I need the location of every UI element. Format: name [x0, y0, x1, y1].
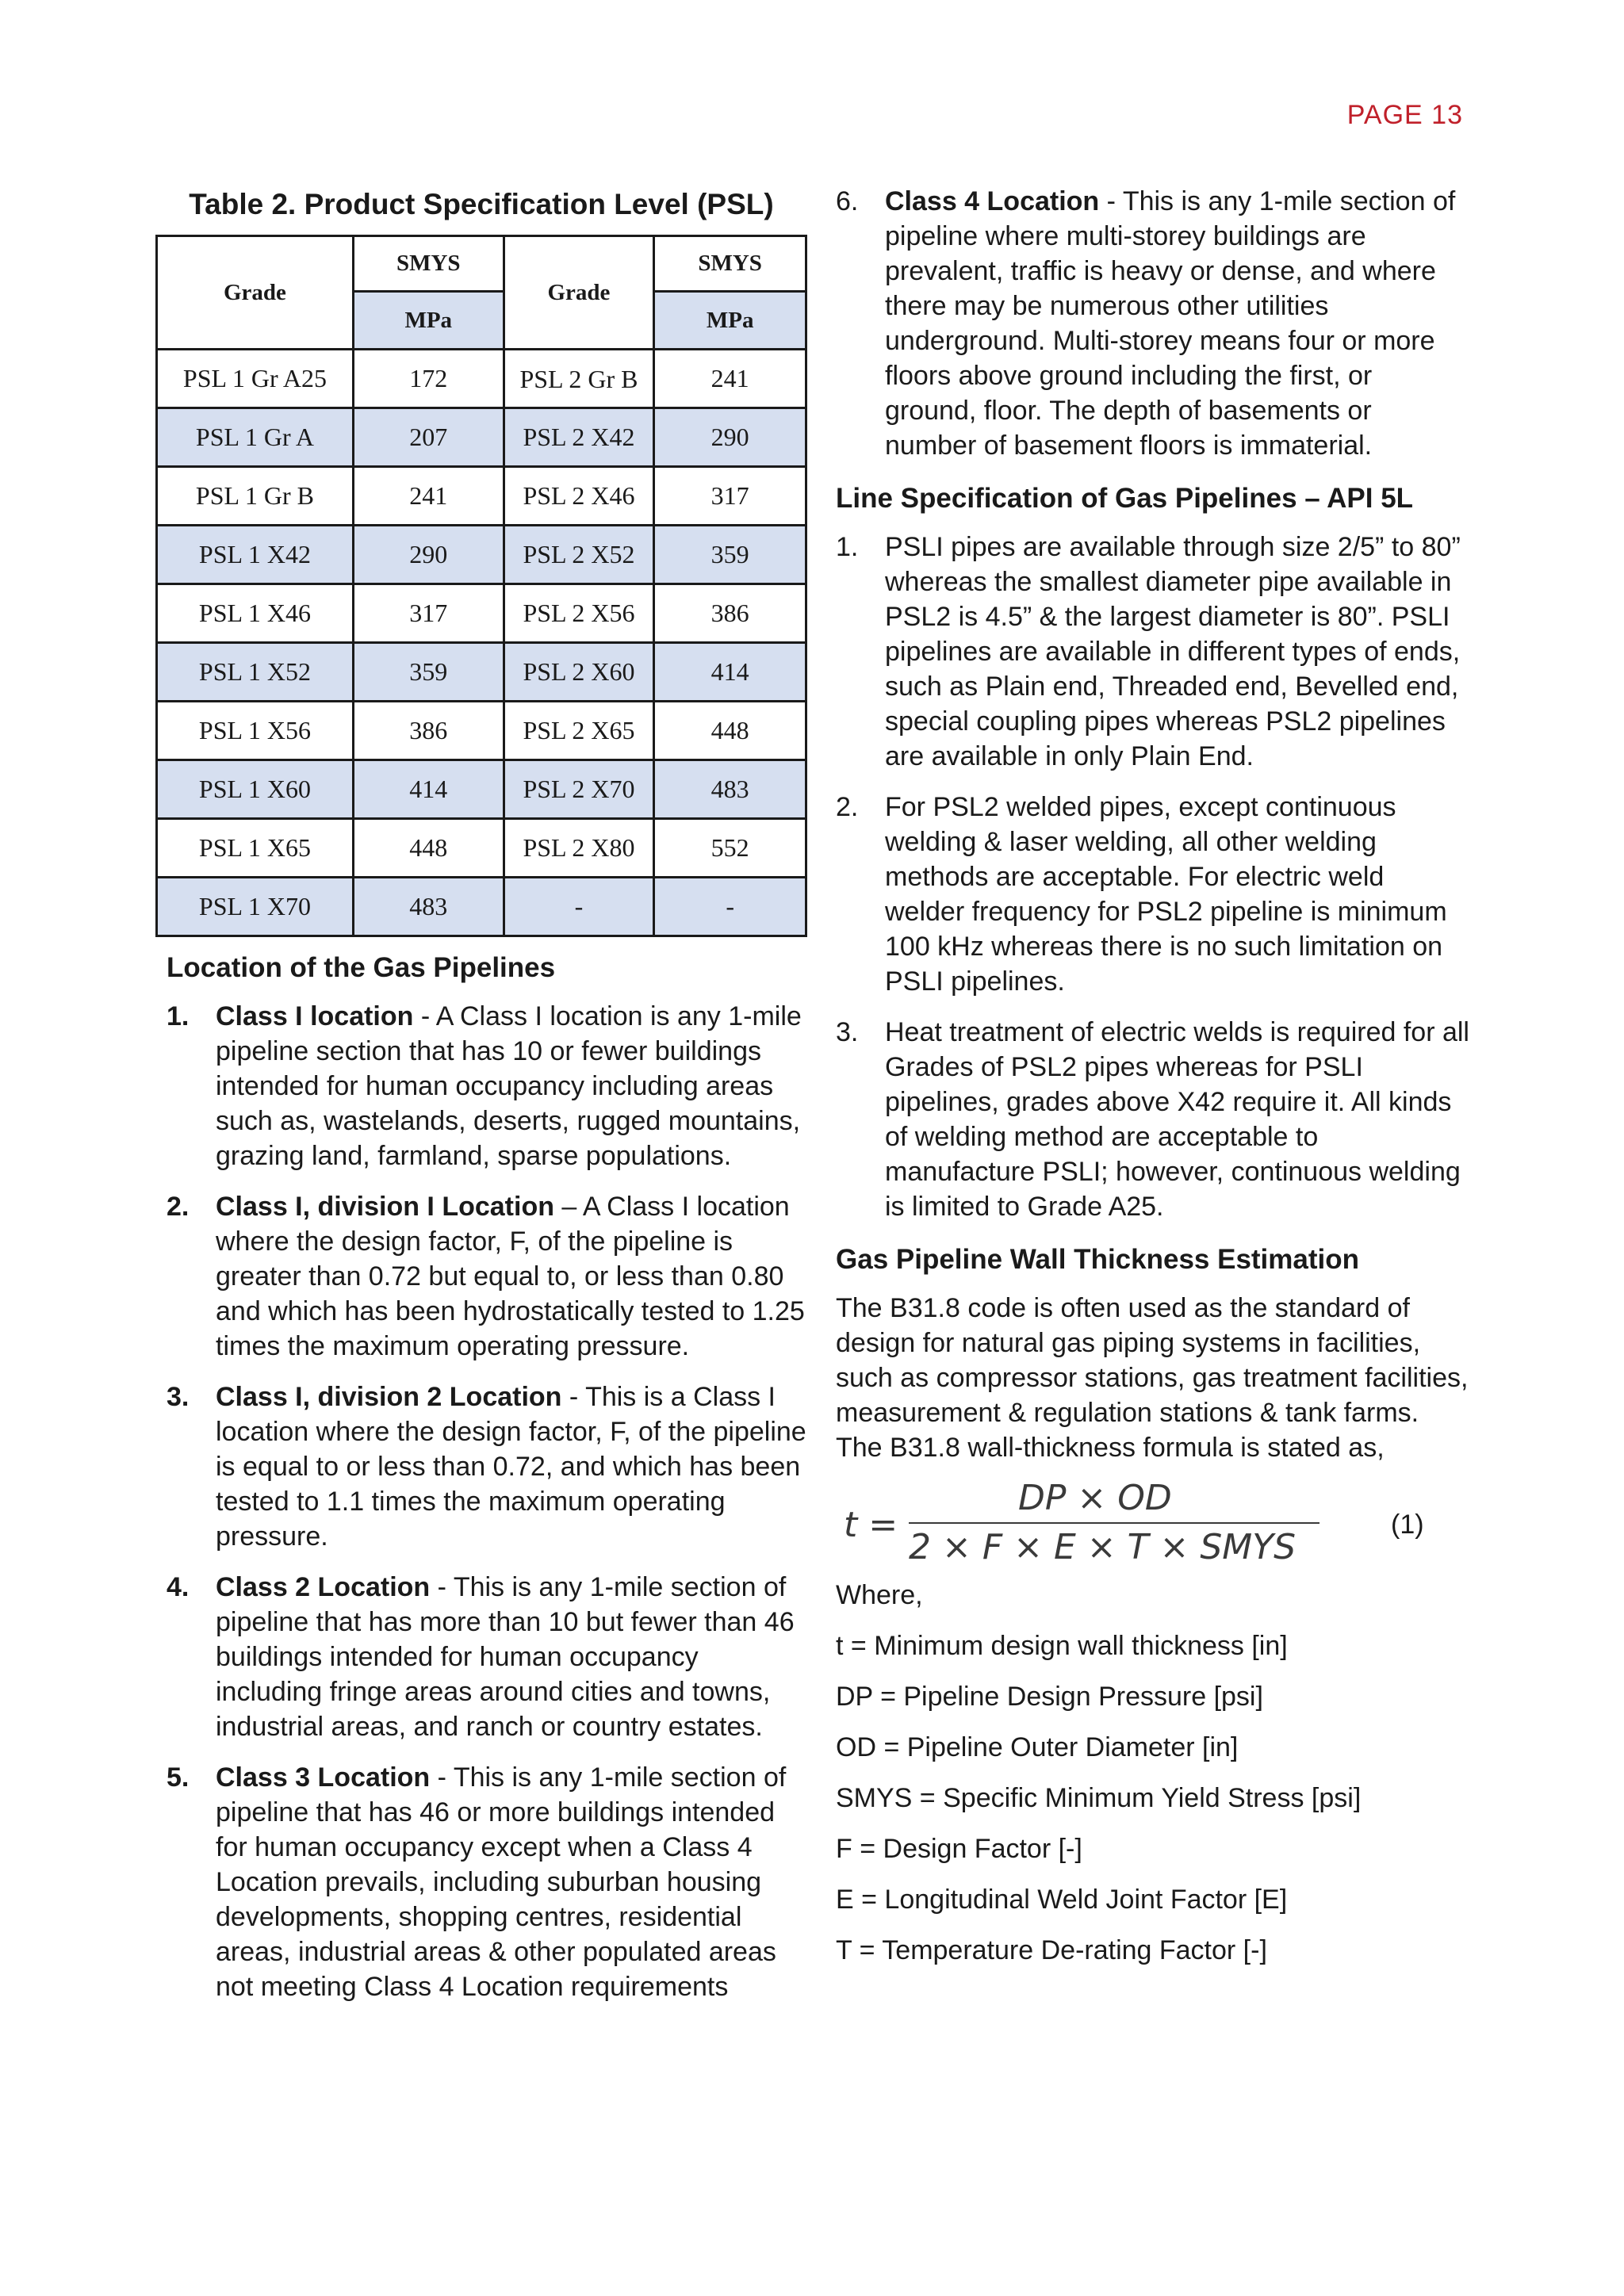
table-cell: PSL 2 X56 — [504, 584, 654, 643]
table-cell: PSL 2 X60 — [504, 643, 654, 702]
table-cell: 290 — [353, 526, 504, 584]
table-cell: PSL 1 X52 — [157, 643, 354, 702]
table-cell: 317 — [353, 584, 504, 643]
list-item — [167, 999, 807, 1173]
item-text: This is any 1-mile section of pipeline that has more than 10 but fewer than 46 buildings intended for human occupancy including fringe areas around cities and towns, industrial areas, and ranch or country estates. — [216, 1572, 795, 1742]
locations-heading: Location of the Gas Pipelines — [167, 952, 556, 983]
item-number: 1. — [167, 1001, 190, 1031]
item-text: For PSL2 welded pipes, except continuous welding & laser welding, all other welding methods are acceptable. For electric weld welder frequency for PSL2 pipeline is minimum 100 kHz whereas there is no such limitation on PSLI pipelines. — [885, 792, 1447, 997]
table-cell: - — [504, 878, 654, 936]
table-cell: 448 — [353, 819, 504, 878]
table-row — [157, 526, 806, 584]
table-row — [157, 819, 806, 878]
item-number: 5. — [167, 1762, 190, 1793]
table-cell: PSL 1 X46 — [157, 584, 354, 643]
definitions — [836, 1578, 1470, 1968]
table-row — [157, 350, 806, 408]
table-cell: PSL 2 X46 — [504, 467, 654, 526]
table-cell: PSL 1 X60 — [157, 760, 354, 819]
grade-header-2: Grade — [504, 236, 654, 350]
item-separator: - — [1099, 186, 1123, 216]
list-item — [167, 1380, 807, 1554]
table-row — [157, 467, 806, 526]
line-spec-list — [836, 530, 1470, 1224]
table-cell: PSL 2 X52 — [504, 526, 654, 584]
formula-lhs: t = — [844, 1505, 898, 1545]
fraction-bar — [909, 1522, 1320, 1524]
table-cell: 552 — [654, 819, 806, 878]
equation-number: (1) — [1391, 1510, 1424, 1540]
item-separator: - — [561, 1382, 586, 1412]
table-cell: PSL 1 X70 — [157, 878, 354, 936]
table-cell: PSL 1 Gr A25 — [157, 350, 354, 408]
item-number: 2. — [167, 1192, 190, 1222]
table-cell: 207 — [353, 408, 504, 467]
table-row — [157, 643, 806, 702]
item-separator: – — [553, 1192, 583, 1222]
item-text: A Class I location is any 1-mile pipeline section that has 10 or fewer buildings intended for human occupancy including areas such as, wastelands, deserts, rugged mountains, grazing land, farmland, sparse populations. — [216, 1001, 802, 1171]
definition-item: OD = Pipeline Outer Diameter [in] — [836, 1732, 1239, 1762]
unit-header-1: MPa — [353, 292, 504, 350]
page-number: PAGE 13 — [1346, 100, 1463, 130]
table-row — [157, 408, 806, 467]
psl-table — [155, 235, 807, 937]
locations-list — [155, 999, 807, 2004]
table-cell: 241 — [353, 467, 504, 526]
item-separator: - — [430, 1572, 454, 1602]
list-item — [167, 1189, 807, 1364]
table-cell: 414 — [353, 760, 504, 819]
locations-list-continued — [836, 184, 1470, 463]
item-number: 3. — [836, 1017, 859, 1047]
list-item — [167, 1760, 807, 2004]
table-cell: PSL 1 X65 — [157, 819, 354, 878]
item-number: 3. — [167, 1382, 190, 1412]
list-item — [836, 1015, 1470, 1224]
item-title: Class I, division I Location — [216, 1192, 554, 1222]
definition-item: T = Temperature De-rating Factor [-] — [836, 1935, 1267, 1965]
grade-header-1: Grade — [157, 236, 354, 350]
item-text: PSLI pipes are available through size 2/5” to 80” whereas the smallest diameter pipe available in PSL2 is 4.5” & the largest diameter is 80”. PSLI pipelines are available in different types of ends, such as Plain end, Threaded end, Bevelled end, special coupling pipes whereas PSL2 pipelines are available in only Plain End. — [885, 532, 1461, 771]
left-column — [155, 184, 807, 2020]
table-cell: PSL 2 X80 — [504, 819, 654, 878]
table-cell: - — [654, 878, 806, 936]
item-text: A Class I location where the design factor, F, of the pipeline is greater than 0.72 but equal to, or less than 0.80 and which has been hydrostatically tested to 1.25 times the maximum operating pressure. — [216, 1192, 805, 1361]
where-label: Where, — [836, 1580, 923, 1610]
item-title: Class 2 Location — [216, 1572, 431, 1602]
table-row — [157, 702, 806, 760]
item-title: Class I location — [216, 1001, 414, 1031]
table-cell: PSL 2 X70 — [504, 760, 654, 819]
definition-item: DP = Pipeline Design Pressure [psi] — [836, 1682, 1263, 1712]
table-cell: 448 — [654, 702, 806, 760]
wall-thickness-paragraph: The B31.8 code is often used as the standard of design for natural gas piping systems in facilities, such as compressor stations, gas treatment facilities, measurement & regulation stations & tank farms. The B31.8 wall-thickness formula is stated as, — [836, 1293, 1469, 1463]
list-item — [167, 1570, 807, 1744]
table-cell: PSL 1 Gr A — [157, 408, 354, 467]
table-cell: 290 — [654, 408, 806, 467]
item-separator: - — [413, 1001, 436, 1031]
table-cell: 483 — [654, 760, 806, 819]
table-cell: 414 — [654, 643, 806, 702]
item-number: 2. — [836, 792, 859, 822]
table-cell: PSL 2 Gr B — [504, 350, 654, 408]
table-cell: PSL 1 X56 — [157, 702, 354, 760]
table-cell: 483 — [353, 878, 504, 936]
definition-item: t = Minimum design wall thickness [in] — [836, 1631, 1288, 1661]
table-cell: 359 — [353, 643, 504, 702]
item-number: 6. — [836, 186, 859, 216]
item-number: 4. — [167, 1572, 190, 1602]
unit-header-2: MPa — [654, 292, 806, 350]
definition-item: SMYS = Specific Minimum Yield Stress [psi] — [836, 1783, 1362, 1813]
table-cell: 386 — [353, 702, 504, 760]
table-cell: 386 — [654, 584, 806, 643]
item-title: Class 4 Location — [885, 186, 1100, 216]
list-item — [836, 790, 1470, 999]
table-cell: PSL 1 X42 — [157, 526, 354, 584]
formula-numerator: DP × OD — [1018, 1478, 1172, 1518]
item-title: Class 3 Location — [216, 1762, 431, 1793]
formula-denominator: 2 × F × E × T × SMYS — [909, 1527, 1297, 1567]
table-cell: 172 — [353, 350, 504, 408]
wall-thickness-formula — [836, 1478, 1470, 1573]
item-number: 1. — [836, 532, 859, 562]
item-text: This is a Class I location where the design factor, F, of the pipeline is equal to or less than 0.72, and which has been tested to 1.1 times the maximum operating pressure. — [216, 1382, 806, 1552]
table-row — [157, 584, 806, 643]
table-row — [157, 878, 806, 936]
item-text: Heat treatment of electric welds is required for all Grades of PSL2 pipes whereas for PSLI pipelines, grades above X42 require it. All kinds of welding method are acceptable to manufacture PSLI; however, continuous welding is limited to Grade A25. — [885, 1017, 1469, 1222]
item-separator: - — [430, 1762, 454, 1793]
list-item — [836, 184, 1470, 463]
right-column — [836, 184, 1470, 1984]
item-title: Class I, division 2 Location — [216, 1382, 562, 1412]
definition-item: F = Design Factor [-] — [836, 1834, 1082, 1864]
item-text: This is any 1-mile section of pipeline that has 46 or more buildings intended for human occupancy except when a Class 4 Location prevails, including suburban housing developments, shopping centres, residential areas, industrial areas & other populated areas not meeting Class 4 Location requirements — [216, 1762, 787, 2002]
table-cell: 241 — [654, 350, 806, 408]
wall-thickness-heading: Gas Pipeline Wall Thickness Estimation — [836, 1244, 1360, 1275]
item-text: This is any 1-mile section of pipeline where multi-storey buildings are prevalent, traffic is heavy or dense, and where there may be numerous other utilities underground. Multi-storey means four or more floors above ground including the first, or ground, floor. The depth of basements or number of basement floors is immaterial. — [885, 186, 1456, 461]
table-caption: Table 2. Product Specification Level (PSL) — [189, 188, 774, 220]
table-row — [157, 760, 806, 819]
smys-header-1: SMYS — [353, 236, 504, 292]
definition-item: E = Longitudinal Weld Joint Factor [E] — [836, 1885, 1288, 1915]
smys-header-2: SMYS — [654, 236, 806, 292]
table-cell: 317 — [654, 467, 806, 526]
table-cell: PSL 1 Gr B — [157, 467, 354, 526]
list-item — [836, 530, 1470, 774]
table-cell: PSL 2 X42 — [504, 408, 654, 467]
table-cell: PSL 2 X65 — [504, 702, 654, 760]
line-spec-heading: Line Specification of Gas Pipelines – API 5L — [836, 483, 1414, 514]
table-cell: 359 — [654, 526, 806, 584]
